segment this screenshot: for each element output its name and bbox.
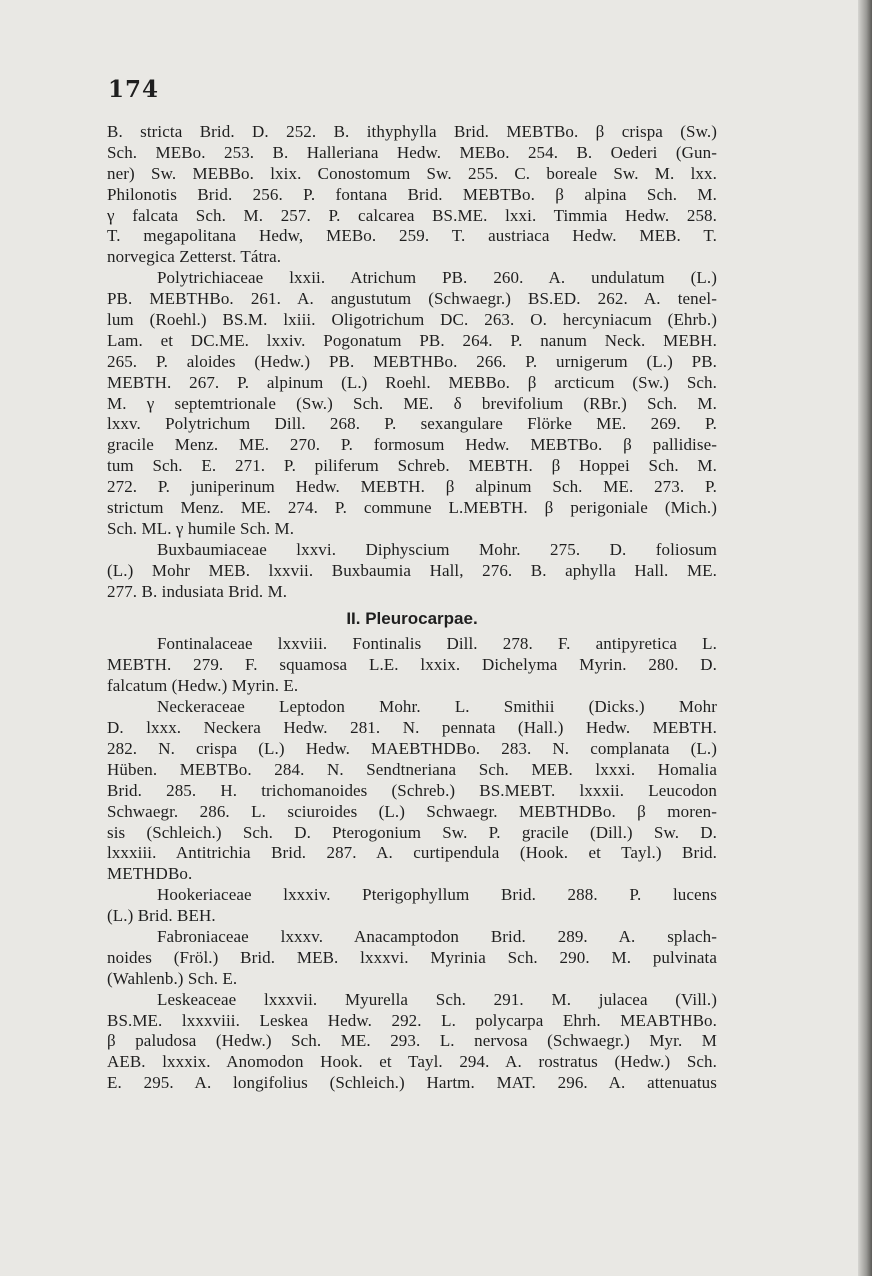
text-line: Buxbaumiaceae lxxvi. Diphyscium Mohr. 275. D. foliosum (157, 539, 717, 559)
text-line: γ falcata Sch. M. 257. P. calcarea BS.ME. lxxi. Timmia Hedw. 258. (107, 205, 717, 225)
text-line: Hüben. MEBTBo. 284. N. Sendtneriana Sch. MEB. lxxxi. Homalia (107, 759, 717, 779)
text-line: T. megapolitana Hedw, MEBo. 259. T. austriaca Hedw. MEB. T. (107, 226, 717, 246)
text-line: 282. N. crispa (L.) Hedw. MAEBTHDBo. 283. N. complanata (L.) (107, 738, 717, 758)
text-line: M. γ septemtrionale (Sw.) Sch. ME. δ brevifolium (RBr.) Sch. M. (107, 393, 717, 413)
text-line: Philonotis Brid. 256. P. fontana Brid. MEBTBo. β alpina Sch. M. (107, 184, 717, 204)
text-line: E. 295. A. longifolius (Schleich.) Hartm. MAT. 296. A. attenuatus (107, 1073, 717, 1093)
text-line: BS.ME. lxxxviii. Leskea Hedw. 292. L. polycarpa Ehrh. MEABTHBo. (107, 1010, 717, 1030)
text-line: norvegica Zetterst. Tátra. (107, 247, 282, 267)
text-line: sis (Schleich.) Sch. D. Pterogonium Sw. P. gracile (Dill.) Sw. D. (107, 822, 717, 842)
text-line: 272. P. juniperinum Hedw. MEBTH. β alpinum Sch. ME. 273. P. (107, 477, 717, 497)
text-line: (L.) Brid. BEH. (107, 906, 216, 926)
text-line: Brid. 285. H. trichomanoides (Schreb.) BS.MEBT. lxxxii. Leucodon (107, 780, 717, 800)
text-line: Neckeraceae Leptodon Mohr. L. Smithii (Dicks.) Mohr (157, 697, 717, 717)
text-line: Sch. ML. γ humile Sch. M. (107, 518, 295, 538)
text-line: (Wahlenb.) Sch. E. (107, 968, 238, 988)
text-line: PB. MEBTHBo. 261. A. angustutum (Schwaegr.) BS.ED. 262. A. tenel- (107, 289, 717, 309)
text-line: AEB. lxxxix. Anomodon Hook. et Tayl. 294. A. rostratus (Hedw.) Sch. (107, 1052, 717, 1072)
text-line: 265. P. aloides (Hedw.) PB. MEBTHBo. 266. P. urnigerum (L.) PB. (107, 351, 717, 371)
page-edge (858, 0, 872, 1276)
page-number: 174 (108, 76, 160, 103)
text-line: Leskeaceae lxxxvii. Myurella Sch. 291. M. julacea (Vill.) (157, 989, 717, 1009)
text-line: tum Sch. E. 271. P. piliferum Schreb. MEBTH. β Hoppei Sch. M. (107, 456, 717, 476)
section-heading: II. Pleurocarpae. (346, 609, 478, 629)
text-line: Lam. et DC.ME. lxxiv. Pogonatum PB. 264. P. nanum Neck. MEBH. (107, 330, 717, 350)
text-line: Fontinalaceae lxxviii. Fontinalis Dill. 278. F. antipyretica L. (157, 634, 717, 654)
text-line: Schwaegr. 286. L. sciuroides (L.) Schwaegr. MEBTHDBo. β moren- (107, 801, 717, 821)
text-line: (L.) Mohr MEB. lxxvii. Buxbaumia Hall, 276. B. aphylla Hall. ME. (107, 560, 717, 580)
text-line: lum (Roehl.) BS.M. lxiii. Oligotrichum DC. 263. O. hercyniacum (Ehrb.) (107, 310, 717, 330)
text-line: Hookeriaceae lxxxiv. Pterigophyllum Brid. 288. P. lucens (157, 885, 717, 905)
text-line: 277. B. indusiata Brid. M. (107, 581, 288, 601)
text-line: MEBTH. 267. P. alpinum (L.) Roehl. MEBBo. β arcticum (Sw.) Sch. (107, 372, 717, 392)
text-line: B. stricta Brid. D. 252. B. ithyphylla Brid. MEBTBo. β crispa (Sw.) (107, 122, 717, 141)
text-line: falcatum (Hedw.) Myrin. E. (107, 676, 299, 696)
text-line: β paludosa (Hedw.) Sch. ME. 293. L. nervosa (Schwaegr.) Myr. M (107, 1031, 717, 1051)
text-line: ner) Sw. MEBBo. lxix. Conostomum Sw. 255. C. boreale Sw. M. lxx. (107, 163, 717, 183)
text-line: noides (Fröl.) Brid. MEB. lxxxvi. Myrinia Sch. 290. M. pulvinata (107, 947, 717, 967)
text-line: lxxxiii. Antitrichia Brid. 287. A. curtipendula (Hook. et Tayl.) Brid. (107, 843, 717, 863)
text-line: Polytrichiaceae lxxii. Atrichum PB. 260. A. undulatum (L.) (157, 268, 717, 288)
text-line: MEBTH. 279. F. squamosa L.E. lxxix. Dichelyma Myrin. 280. D. (107, 655, 717, 675)
text-line: D. lxxx. Neckera Hedw. 281. N. pennata (Hall.) Hedw. MEBTH. (107, 718, 717, 738)
text-line: gracile Menz. ME. 270. P. formosum Hedw. MEBTBo. β pallidise- (107, 435, 717, 455)
text-line: Sch. MEBo. 253. B. Halleriana Hedw. MEBo. 254. B. Oederi (Gun- (107, 142, 717, 162)
text-line: strictum Menz. ME. 274. P. commune L.MEBTH. β perigoniale (Mich.) (107, 498, 717, 518)
text-line: lxxv. Polytrichum Dill. 268. P. sexangulare Flörke ME. 269. P. (107, 414, 717, 434)
text-line: METHDBo. (107, 864, 193, 884)
text-line: Fabroniaceae lxxxv. Anacamptodon Brid. 289. A. splach- (157, 926, 717, 946)
text-block (107, 122, 717, 1094)
